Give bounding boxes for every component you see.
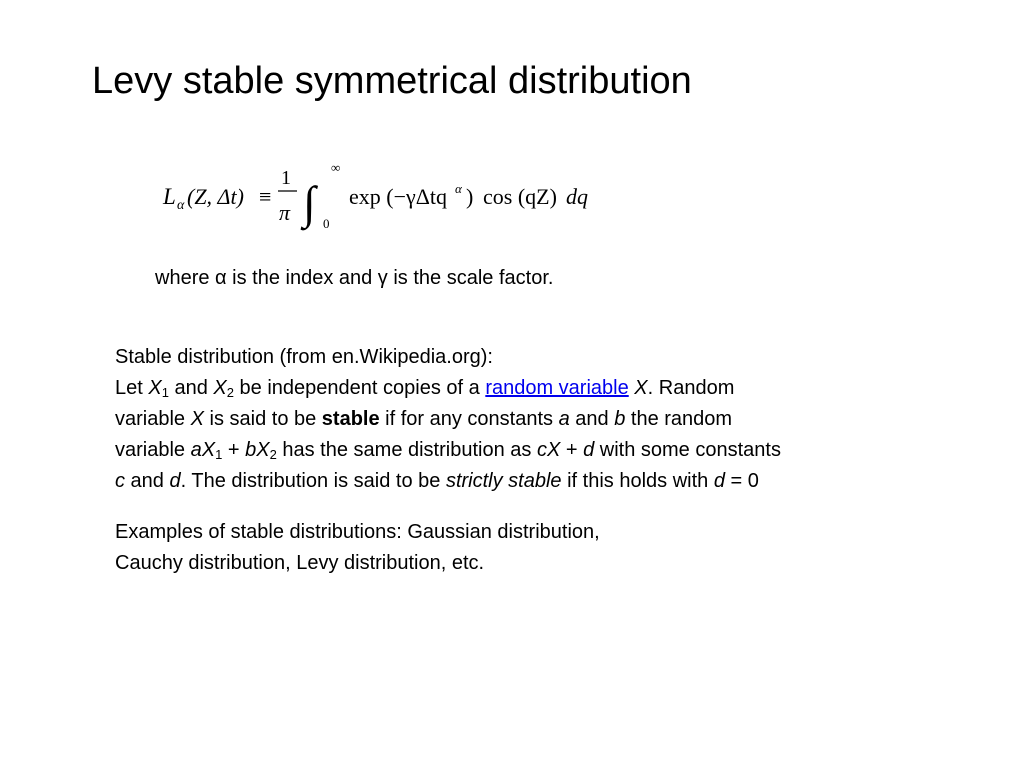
- text-let: Let: [115, 377, 149, 399]
- formula-lhs-args: (Z, Δt): [187, 184, 244, 209]
- text-has-same: has the same distribution as: [276, 439, 537, 461]
- text-said-to-be: . The distribution is said to be: [180, 470, 446, 492]
- text-if-holds: if this holds with: [561, 470, 714, 492]
- text-be-independent: be independent copies of a: [234, 377, 486, 399]
- text-said-to-be: is said to be: [203, 408, 322, 430]
- levy-formula-svg: [163, 158, 623, 238]
- var-d: d: [583, 439, 595, 461]
- text-with-some: with some constants: [594, 439, 781, 461]
- var-a: a: [558, 408, 570, 430]
- text-variable: variable: [115, 408, 191, 430]
- formula-fraction-denominator: π: [279, 200, 291, 225]
- definition-line-4: [115, 435, 905, 466]
- random-variable-link[interactable]: random variable: [485, 377, 629, 399]
- text-random: . Random: [647, 377, 735, 399]
- var-c: c: [115, 470, 125, 492]
- var-x: X: [190, 408, 204, 430]
- var-ax: aX: [190, 439, 216, 461]
- var-cx: cX: [536, 439, 561, 461]
- definition-line-5: [115, 466, 905, 497]
- formula-exp-close: ): [466, 184, 474, 209]
- var-d: d: [713, 470, 725, 492]
- var-d: d: [169, 470, 181, 492]
- text-plus: +: [560, 439, 584, 461]
- text-and: and: [168, 377, 214, 399]
- slide-title: Levy stable symmetrical distribution: [92, 60, 692, 102]
- definition-line-2: [115, 373, 905, 404]
- text-plus: +: [222, 439, 246, 461]
- definition-line-3: [115, 404, 905, 435]
- formula-equiv: ≡: [259, 184, 272, 209]
- examples-line-2: Cauchy distribution, Levy distribution, etc.: [115, 552, 485, 574]
- formula-cos-text: cos (qZ): [483, 184, 557, 209]
- term-stable: stable: [321, 408, 380, 430]
- var-bx: bX: [245, 439, 270, 461]
- sub-2: 2: [269, 447, 277, 462]
- var-x: X: [634, 377, 648, 399]
- formula-dq: dq: [566, 184, 588, 209]
- formula-lower-limit: 0: [323, 216, 330, 231]
- examples-line-1: Examples of stable distributions: Gaussian distribution,: [115, 521, 600, 543]
- text-variable: variable: [115, 439, 191, 461]
- text-the-random: the random: [625, 408, 733, 430]
- levy-formula: [163, 158, 623, 238]
- definition-heading: Stable distribution (from en.Wikipedia.org):: [115, 346, 493, 368]
- sub-1: 1: [161, 385, 169, 400]
- formula-fraction-numerator: 1: [281, 167, 291, 189]
- sub-1: 1: [215, 447, 223, 462]
- var-x2: X: [213, 377, 227, 399]
- term-strictly-stable: strictly stable: [445, 470, 562, 492]
- formula-integral-sign: ∫: [303, 177, 316, 228]
- formula-exp-text: exp (−γΔtq: [349, 184, 447, 209]
- formula-lhs-subscript: α: [177, 198, 185, 213]
- formula-description: where α is the index and γ is the scale factor.: [155, 267, 554, 289]
- text-if-for-any: if for any constants: [379, 408, 559, 430]
- text-eq-zero: = 0: [724, 470, 759, 492]
- formula-lhs-symbol: L: [163, 184, 176, 209]
- var-b: b: [614, 408, 626, 430]
- formula-upper-limit: ∞: [331, 160, 341, 175]
- text-and: and: [125, 470, 170, 492]
- stable-definition: [115, 342, 905, 497]
- sub-2: 2: [226, 385, 234, 400]
- var-x1: X: [148, 377, 162, 399]
- text-and: and: [569, 408, 615, 430]
- formula-exp-power: α: [455, 181, 462, 196]
- examples-paragraph: [115, 517, 905, 579]
